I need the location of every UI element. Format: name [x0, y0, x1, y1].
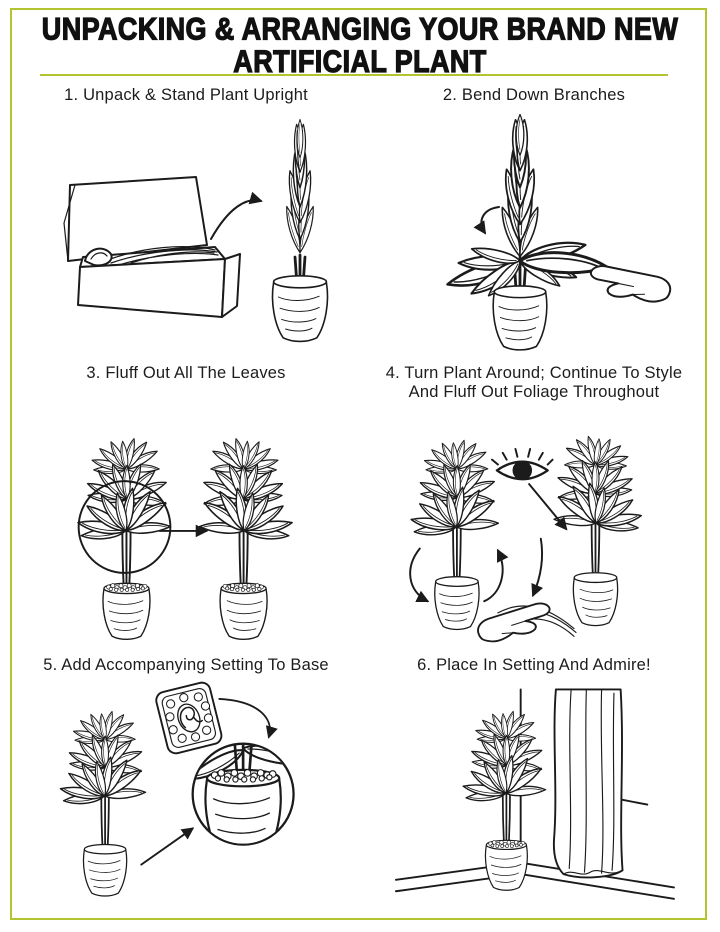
hand-stroking-leaf: [475, 601, 576, 645]
title-line-2: ARTIFICIAL PLANT: [233, 44, 487, 80]
title-divider-rule: [40, 74, 668, 76]
page-title: [0, 13, 720, 78]
step-6-cell: [360, 656, 708, 916]
step-6-illustration: [369, 678, 699, 916]
step-4-caption-line-2: And Fluff Out Foliage Throughout: [408, 383, 660, 401]
tall-plant-with-bent-branches: [445, 114, 609, 350]
plant-pot: [493, 286, 547, 350]
look-arrow-icon: [529, 484, 566, 529]
step-1-illustration: [21, 108, 351, 360]
eye-icon: [492, 449, 553, 480]
step-2-caption: 2. Bend Down Branches: [442, 86, 626, 104]
step-4-cell: [360, 364, 708, 650]
curtain-icon: [554, 689, 647, 877]
step-3-caption: 3. Fluff Out All The Leaves: [86, 364, 286, 382]
step-5-cell: [12, 656, 360, 916]
step-3-illustration: [21, 406, 351, 650]
style-arrow-icon: [533, 539, 542, 596]
upright-plant: [273, 119, 328, 341]
hand-icon: [588, 264, 672, 304]
step-5-illustration: [21, 678, 351, 916]
step-2-illustration: [369, 108, 699, 360]
styled-plant: [57, 711, 147, 896]
pebble-bag-icon: [154, 681, 223, 755]
pour-arrow-icon: [219, 699, 270, 737]
step-4-caption-line-1: 4. Turn Plant Around; Continue To Style: [385, 364, 683, 382]
magnified-pot-base: [185, 737, 304, 860]
rotate-right-arrow-icon: [484, 550, 502, 601]
plant-pot: [273, 276, 328, 342]
unfluffed-plant: [74, 438, 171, 639]
placed-plant: [460, 711, 547, 891]
fluffed-plant: [198, 438, 295, 639]
plant-turned-view: [553, 436, 645, 626]
title-line-1: UNPACKING & ARRANGING YOUR BRAND NEW: [41, 11, 679, 47]
step-2-cell: [360, 86, 708, 360]
step-1-cell: [12, 86, 360, 360]
zoom-arrow-icon: [141, 828, 192, 864]
bend-arrow-icon: [481, 207, 499, 233]
rotate-left-arrow-icon: [410, 548, 427, 601]
step-1-caption: 1. Unpack & Stand Plant Upright: [64, 86, 308, 104]
step-6-caption: 6. Place In Setting And Admire!: [417, 656, 651, 674]
step-5-caption: 5. Add Accompanying Setting To Base: [43, 656, 329, 674]
step-4-illustration: [369, 406, 699, 650]
open-box-icon: [64, 177, 240, 317]
step-3-cell: [12, 364, 360, 650]
unpack-arrow-icon: [211, 200, 261, 239]
